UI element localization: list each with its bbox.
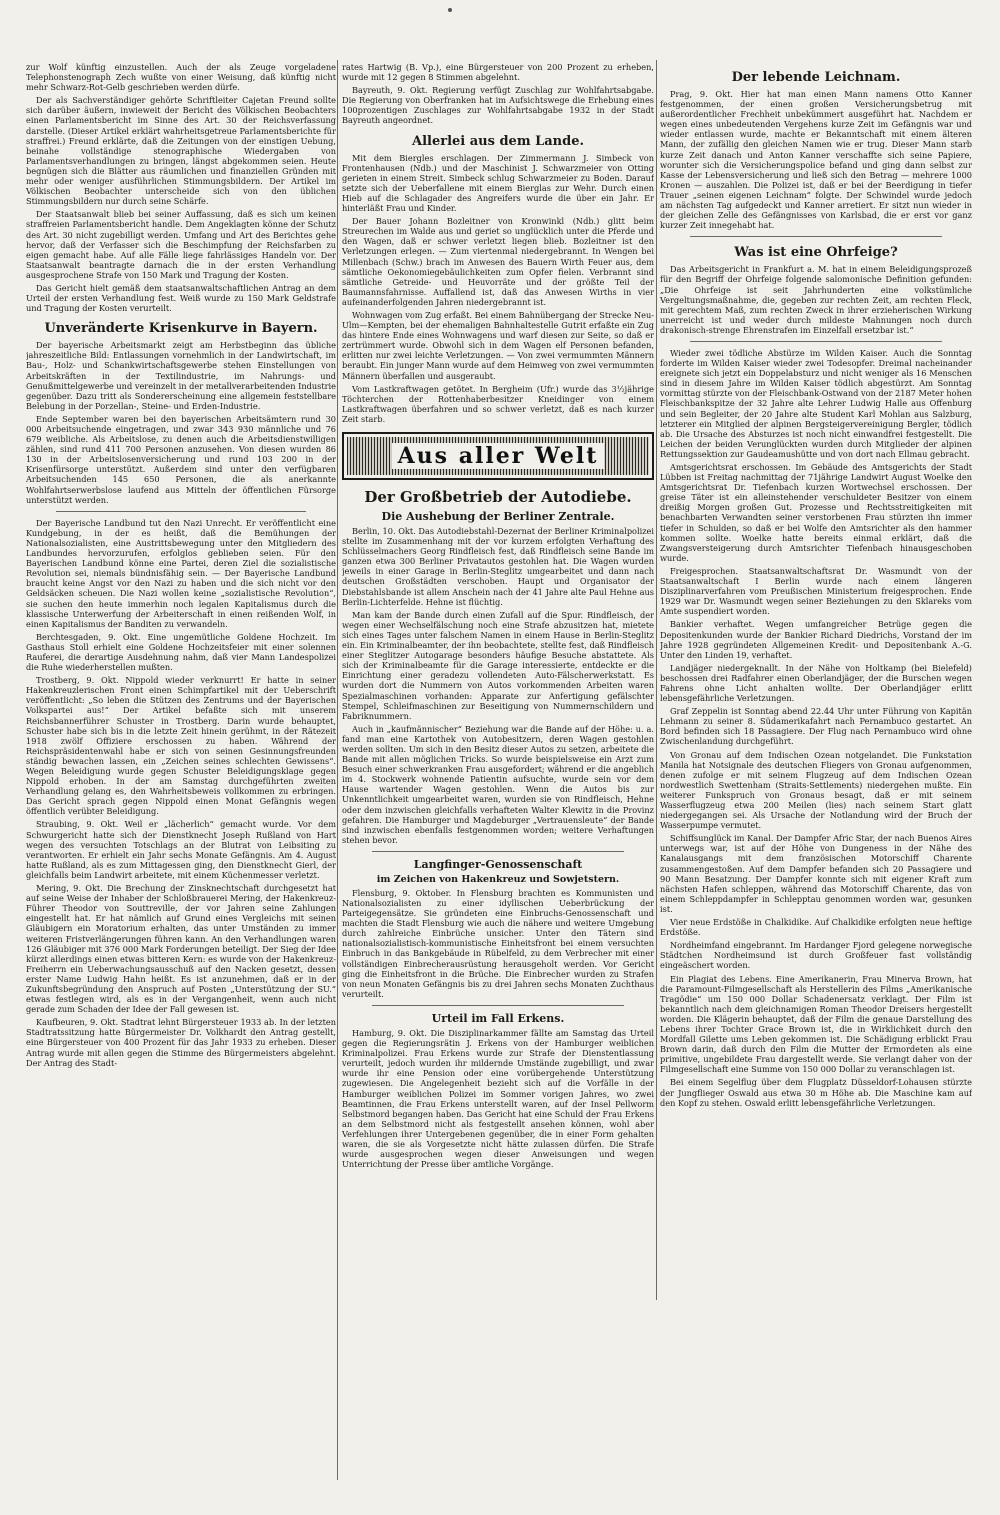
paragraph: Berlin, 10. Okt. Das Autodiebstahl-Dezernat der Berliner Kriminalpolizei stellte im Zusammenhang mit der vor kurzem erfolgten Verhaftung des Schlüsselmachers Georg Rindfleisch fest, daß Rindfleisch seine Bande im ganzen etwa 300 Berliner Privatautos gestohlen hat. Die Wagen wurden jeweils in einer Garage in Berlin-Steglitz umgearbeitet und dann nach deutschen Großstädten verschoben. Haupt und Organisator der Diebstahlsbande ist allem Anschein nach der 41 Jahre alte Paul Hehne aus Berlin-Lichterfelde. Hehne ist flüchtig. [342,526,654,607]
paragraph: Berchtesgaden, 9. Okt. Eine ungemütliche Goldene Hochzeit. Im Gasthaus Stoll erhielt eine Goldene Hochzeitsfeier mit einer solennen Rauferei, die derartige Ausdehnung nahm, daß vier Mann Landespolizei die Ruhe wiederherstellen mußten. [26,631,336,673]
paragraph: Prag, 9. Okt. Hier hat man einen Mann namens Otto Kanner festgenommen, der einen großen Versicherungsbetrug mit außerordentlicher Frechheit unbekümmert ausgeführt hat. Nachdem er wegen eines unbedeutenden Vergehens kurze Zeit im Gefängnis war und wieder entlassen wurde, machte er Bekanntschaft mit einem älteren Mann, der zufällig den gleichen Namen wie er trug. Dieser Mann starb kurze Zeit danach und Anton Kanner verschaffte sich seine Papiere, worunter sich die Versicherungspolice befand und ging dann selbst zur Kasse der Lebensversicherung und ließ sich den Betrag — mehrere 1000 Kronen — auszahlen. Die Polizei ist, daß er bei der Beerdigung in tiefer Trauer „seinen eigenen Leichnam“ folgte. Der Schwindel wurde jedoch am nächsten Tag aufgedeckt und Kanner arretiert. Er sitzt nun wieder in der gleichen Zelle des Gefängnisses von Karlsbad, die er erst vor ganz kurzer Zeit innegehabt hat. [660,89,972,231]
paragraph: Landjäger niedergeknallt. In der Nähe von Holtkamp (bei Bielefeld) beschossen drei Radfahrer einen Oberlandjäger, der die Burschen wegen Fahrens ohne Licht anhalten wollte. Der Oberlandjäger erlitt lebensgefährliche Verletzungen. [660,662,972,704]
paragraph: Straubing, 9. Okt. Weil er „lächerlich“ gemacht wurde. Vor dem Schwurgericht hatte sich der Dienstknecht Joseph Rußland von Hart wegen des versuchten Totschlags an der Blutrat von Leibsiting zu verantworten. Er erhielt ein Jahr sechs Monate Gefängnis. Am 4. August hatte Rußland, als es zum Mittagessen ging, den Dienstknecht Gierl, der gleichfalls beim Landwirt arbeitete, mit einem Küchenmesser verletzt. [26,819,336,880]
column-middle [342,62,654,1262]
paragraph: Ein Plagiat des Lebens. Eine Amerikanerin, Frau Minerva Brown, hat die Paramount-Filmgesellschaft als Herstellerin des Films „Amerikanische Tragödie“ um 150 000 Dollar Schadenersatz verklagt. Der Film ist bekanntlich nach dem gleichnamigen Roman Theodor Dreisers hergestellt worden. Die Klägerin behauptet, daß der Film die genaue Darstellung des Lebens ihrer Tochter Grace Brown ist, die in Wirklichkeit durch den Mordfall Gilette ums Leben gekommen ist. Die Schädigung erblickt Frau Brown darin, daß durch den Film die Mutter der Ermordeten als eine primitive, ungebildete Frau dargestellt werde. Sie verlangt daher von der Filmgesellschaft eine Summe von 150 000 Dollar zu veranschlagen ist. [660,973,972,1075]
headline: Allerlei aus dem Lande. [411,133,585,149]
column-rule [337,60,338,1480]
paragraph: Bayreuth, 9. Okt. Regierung verfügt Zuschlag zur Wohlfahrtsabgabe. Die Regierung von Oberfranken hat im Aufsichtswege die Erhebung eines 100prozentigen Zuschlages zur Wohlfahrtsabgabe 1932 in der Stadt Bayreuth angeordnet. [342,85,654,126]
paragraph: Ende September waren bei den bayerischen Arbeitsämtern rund 30 000 Arbeitsuchende eingetragen, und zwar 343 930 männliche und 76 679 weibliche. Als Arbeitslose, zu denen auch die Arbeitsdienstwilligen zählen, sind rund 411 700 Personen anzusehen. Von diesen wurden 86 130 in der Arbeitslosenversicherung und rund 103 200 in der Krisenfürsorge unterstützt. Außerdem sind unter den verfügbaren Arbeitsuchenden 145 650 Personen, die als anerkannte Wohlfahrtserwerbslose laufend aus Mitteln der öffentlichen Fürsorge unterstützt werden. [26,413,336,505]
divider [372,1005,624,1006]
paragraph: Bei einem Segelflug über dem Flugplatz Düsseldorf-Lohausen stürzte der Jungflieger Oswald aus etwa 30 m Höhe ab. Die Maschine kam auf den Kopf zu stehen. Oswald erlitt lebensgefährliche Verletzungen. [660,1077,972,1108]
column-rule [656,60,657,1300]
paragraph: Auch in „kaufmännischer“ Beziehung war die Bande auf der Höhe: u. a. fand man eine Kartothek von Autobesitzern, deren Wagen gestohlen werden sollten. Um sich in den Besitz dieser Autos zu setzen, arbeitete die Bande mit allen möglichen Tricks. So wurde beispielsweise ein Arzt zum Besuch einer schwerkranken Frau ausgefordert; während er die angeblich im 4. Stockwerk wohnende Patientin aufsuchte, wurde sein vor dem Hause wartender Wagen gestohlen. Wenn die Autos bis zur Unkenntlichkeit umgearbeitet waren, wurden sie von Rindfleisch, Hehne oder dem inzwischen gleichfalls verhafteten Walter Klewitz in die Provinz gefahren. Die Hamburger und Magdeburger „Vertrauensleute“ der Bande sind inzwischen ebenfalls festgenommen worden; weitere Verhaftungen stehen bevor. [342,723,654,845]
paragraph: Amtsgerichtsrat erschossen. Im Gebäude des Amtsgerichts der Stadt Lübben ist Freitag nachmittag der 71jährige Landwirt August Woelke den Amtsgerichtsrat Dr. Tiefenbach kurzen Wortwechsel erschossen. Der greise Täter ist ein alleinstehender verschuldeter Besitzer von einem dreißig Morgen großen Gut. Prozesse und Rechtsstreitigkeiten mit benachbarten Verwandten seiner verstorbenen Frau stürzten ihn immer tiefer in Schulden, so daß er bei Wolfe den Amtsrichter als den hammer kommen sollte. Woelke hatte bereits einmal erklärt, daß die Zwangsversteigerung durch Amtsrichter Tiefenbach hinausgeschoben wurde. [660,462,972,563]
paragraph: zur Wolf künftig einzustellen. Auch der als Zeuge vorgeladene Telephonstenograph Zech wußte von einer Weisung, daß künftig nicht mehr Schwarz-Rot-Gelb geschrieben werden dürfe. [26,62,336,93]
section-banner [342,432,654,480]
subheadline: im Zeichen von Hakenkreuz und Sowjetstern. [376,873,620,885]
section-banner-title: Aus aller Welt [392,443,605,469]
paragraph: Hamburg, 9. Okt. Die Disziplinarkammer fällte am Samstag das Urteil gegen die Regierungsrätin J. Erkens von der Hamburger weiblichen Kriminalpolizei. Frau Erkens wurde zur Strafe der Dienstentlassung verurteilt, jedoch wurden ihr mildernde Umstände zugebilligt, und zwar wurde ihr eine Pension oder eine vorübergehende Unterstützung zugewiesen. Die Angelegenheit bezieht sich auf die Vorfälle in der Hamburger weiblichen Polizei im Sommer vorigen Jahres, wo zwei Beamtinnen, die Frau Erkens unterstellt waren, auf der Insel Pellworm Selbstmord begangen haben. Das Gericht hat eine Schuld der Frau Erkens an dem Selbstmord nicht als festgestellt ansehen können, wohl aber Verfehlungen ihrer Untergebenen gegenüber, die in einer Form gehalten waren, die sie als Vorgesetzte nicht hätte zulassen dürfen. Die Strafe wurde ausgesprochen wegen dieser Anweisungen und wegen Unterrichtung der Presse über amtliche Vorgänge. [342,1027,654,1170]
headline: Urteil im Fall Erkens. [431,1011,565,1025]
divider [690,236,942,237]
paragraph: Der als Sachverständiger gehörte Schriftleiter Cajetan Freund sollte sich darüber äußern, inwieweit der Bericht des Völkischen Beobachters einen Parlamentsbericht im Sinne des Art. 30 der Reichsverfassung darstelle. (Dieser Artikel erklärt wahrheitsgetreue Parlamentsberichte für straffrei.) Freund erklärte, daß die Zeitungen von der einstigen Uebung, beinahe vollständige stenographische Wiedergaben von Parlamentsverhandlungen zu bringen, längst abgekommen seien. Heute begnügen sich die Blätter aus räumlichen und finanziellen Gründen mit mehr oder weniger ausführlichen Stimmungsbildern. Der Artikel im Völkischen Beobachter unterscheide sich von den üblichen Stimmungsbildern nur durch seine Schärfe. [26,95,336,207]
paragraph: Mit dem Biergles erschlagen. Der Zimmermann J. Simbeck von Frontenhausen (Ndb.) und der Maschinist J. Schwarzmeier von Otting gerieten in einem Streit. Simbeck schlug Schwarzmeier zu Boden. Darauf setzte sich der Ueberfallene mit einem Bierglas zur Wehr. Durch einen Hieb auf die Schlagader des Angreifers wurde die über ein Jahr. Er hinterläßt Frau und Kinder. [342,152,654,214]
paragraph: Wieder zwei tödliche Abstürze im Wilden Kaiser. Auch die Sonntag forderte im Wilden Kaiser wieder zwei Todesopfer. Dreimal nacheinander ereignete sich jetzt ein Doppelabsturz und nicht weniger als 16 Menschen sind in diesem Jahre im Wilden Kaiser tödlich abgestürzt. Am Sonntag vormittag stürzte von der Fleischbank-Ostwand von der 2187 Meter hohen Fleischbankspitze der 32 Jahre alte Lehrer Ludwig Halle aus Offenburg und sein Begleiter, der 20 Jahre alte Student Karl Mohlan aus Salzburg, letzterer ein Mitglied der alpinen Bergsteigervereinigung Bergler, tödlich ab. Die Ursache des Absturzes ist noch nicht einwandfrei festgestellt. Die Leichen der beiden Verunglückten wurden durch Mitglieder der alpinen Rettungssektion zur Gaudeamushütte und von dort nach Ellmau gebracht. [660,347,972,459]
paragraph: Schiffsunglück im Kanal. Der Dampfer Afric Star, der nach Buenos Aires unterwegs war, ist auf der Höhe von Dungeness in der Nähe des Kanalausgangs mit dem französischen Motorschiff Charente zusammengestoßen. Auf dem Dampfer befanden sich 20 Passagiere und 90 Mann Besatzung. Der Dampfer konnte sich mit eigener Kraft zum nächsten Hafen schleppen, während das Motorschiff Charente, das von einem Schleppdampfer in Schlepptau genommen worden war, gesunken ist. [660,833,972,914]
paragraph: Kaufbeuren, 9. Okt. Stadtrat lehnt Bürgersteuer 1933 ab. In der letzten Stadtratssitzung hatte Bürgermeister Dr. Volkhardt den Antrag gestellt, eine Bürgersteuer von 400 Prozent für das Jahr 1933 zu erheben. Dieser Antrag wurde mit allen gegen die Stimme des Bürgermeisters abgelehnt. Der Antrag des Stadt- [26,1017,336,1068]
paragraph: Das Arbeitsgericht in Frankfurt a. M. hat in einem Beleidigungsprozeß für den Begriff der Ohrfeige folgende salomonische Definition gefunden: „Die Ohrfeige ist seit Jahrhunderten eine volkstümliche Vergeltungsmaßnahme, die, gegeben zur rechten Zeit, am rechten Fleck, mit gerechtem Maß, zum rechten Zweck in ihrer erzieherischen Wirkung unerreicht ist und weder durch mildeste Mahnungen noch durch drakonisch-strenge Ehrenstrafen im Einzelfall ersetzbar ist.“ [660,264,972,335]
paragraph: Von Gronau auf dem Indischen Ozean notgelandet. Die Funkstation Manila hat Notsignale des deutschen Fliegers von Gronau aufgenommen, denen zufolge er mit seinem Flugzeug auf dem Indischen Ozean nordwestlich Swettenham (Straits-Settlements) niedergehen mußte. Ein weiterer Funkspruch von Gronaus besagt, daß er mit seinem Wasserflugzeug etwa 200 Meilen (lies) nach seinem Start glatt niedergegangen sei. Als Ursache der Notlandung wird der Bruch der Wasserpumpe vermutet. [660,749,972,831]
paragraph: Flensburg, 9. Oktober. In Flensburg brachten es Kommunisten und Nationalsozialisten zu einer idyllischen Ueberbrückung der Parteigegensätze. Sie gründeten eine Einbruchs-Genossenschaft und machten die Stadt Flensburg wie auch die nähere und weitere Umgebung durch zahlreiche Einbrüche unsicher. Unter den Tätern sind nationalsozialistisch-kommunistische Einheitsfront bei einem versuchten Einbruch in das Bankgebäude in Rübelfeld, zu dem Verbrecher mit einer vollständigen Einbrecherausrüstung herausgeholt werden. Vor Gericht ging die Einheitsfront in die Brüche. Die Einbrecher wurden zu Strafen von neun Monaten Gefängnis bis zu drei Jahren sechs Monaten Zuchthaus verurteilt. [342,887,654,999]
paragraph: Graf Zeppelin ist Sonntag abend 22.44 Uhr unter Führung von Kapitän Lehmann zu seiner 8. Südamerikafahrt nach Pernambuco gestartet. An Bord befinden sich 18 Passagiere. Der Flug nach Pernambuco wird ohne Zwischenlandung durchgeführt. [660,706,972,747]
subheadline: Die Aushebung der Berliner Zentrale. [381,510,615,523]
paragraph: rates Hartwig (B. Vp.), eine Bürgersteuer von 200 Prozent zu erheben, wurde mit 12 gegen 8 Stimmen abgelehnt. [342,62,654,83]
divider [56,511,306,512]
paragraph: Vom Lastkraftwagen getötet. In Bergheim (Ufr.) wurde das 3½jährige Töchterchen der Rottenhaberbesitzer Kneidinger von einem Lastkraftwagen überfahren und so schwer verletzt, daß es nach kurzer Zeit starb. [342,383,654,424]
paragraph: Der bayerische Arbeitsmarkt zeigt am Herbstbeginn das übliche jahreszeitliche Bild: Entlassungen vornehmlich in der Landwirtschaft, im Bau-, Holz- und Schankwirtschaftsgewerbe stehen Einstellungen von Arbeitskräften in der Textilindustrie, im Nahrungs- und Genußmittelgewerbe und vereinzelt in der metallverarbeitenden Industrie gegenüber. Dazu tritt als Sondererscheinung eine allgemein feststellbare Belebung in der Porzellan-, Steine- und Erden-Industrie. [26,340,336,411]
headline: Langfinger-Genossenschaft [413,857,583,871]
paragraph: Bankier verhaftet. Wegen umfangreicher Betrüge gegen die Depositenkunden wurde der Bankier Richard Diedrichs, Vorstand der im Jahre 1928 gegründeten Allgemeinen Kredit- und Depositenbank A.-G. Unter den Linden 19, verhaftet. [660,619,972,660]
headline: Was ist eine Ohrfeige? [734,245,898,261]
paragraph: Freigesprochen. Staatsanwaltschaftsrat Dr. Wasmundt von der Staatsanwaltschaft I Berlin wurde nach einem längeren Disziplinarverfahren vom Preußischen Ministerium freigesprochen. Ende 1929 war Dr. Wasmundt wegen seiner Beziehungen zu den Sklareks vom Amte suspendiert worden. [660,565,972,617]
paragraph: Vier neue Erdstöße in Chalkidike. Auf Chalkidike erfolgten neue heftige Erdstöße. [660,917,972,938]
paragraph: Der Bauer Johann Bozleitner von Kronwinkl (Ndb.) glitt beim Streurechen im Walde aus und geriet so unglücklich unter die Pferde und den Wagen, daß er schwer verletzt liegen blieb. Bozleitner ist den Verletzungen erlegen. — Zum viertenmal niedergebrannt. In Wengen bei Millenbach (Schw.) brach im Anwesen des Bauern Wirth Feuer aus, dem sämtliche Oekonomiegebäulichkeiten zum Opfer fielen. Verbrannt sind sämtliche Getreide- und Heuvorräte und der größte Teil der Baumannsfahrnisse. Auffallend ist, daß das Anwesen Wirths in vier aufeinanderfolgenden Jahren niedergebrannt ist. [342,216,654,307]
headline: Der Großbetrieb der Autodiebe. [364,488,632,506]
divider [690,341,942,342]
paragraph: Man kam der Bande durch einen Zufall auf die Spur. Rindfleisch, der wegen einer Wechselfälschung noch eine Strafe abzusitzen hat, mietete sich eines Tages unter falschem Namen in einem Hause in Berlin-Steglitz ein. Ein Kriminalbeamter, der ihn beobachtete, stellte fest, daß Rindfleisch einer Steglitzer Autogarage besonders häufige Besuche abstattete. Als sich der Kriminalbeamte für die Garage interessierte, entdeckte er die Einrichtung einer geradezu vollendeten Auto-Fälscherwerkstatt. Es wurden dort die Nummern von Autos vorkommenden Arbeiten waren Spezialmaschinen vorhanden: Apparate zur Anfertigung gefälschter Stempel, Schleifmaschinen zur Beseitigung von Nummernschildern und Fabriknummern. [342,609,654,721]
column-left [26,62,336,1482]
paragraph: Nordheimfand eingebrannt. Im Hardanger Fjord gelegene norwegische Städtchen Nordheimsund ist durch Großfeuer fast vollständig eingeäschert worden. [660,940,972,971]
paragraph: Trostberg, 9. Okt. Nippold wieder verknurrt! Er hatte in seiner Hakenkreuzlerischen Front einen Schimpfartikel mit der Ueberschrift veröffentlicht: „So leben die Stützen des Zentrums und der Bayerischen Volkspartei aus!“ Der Artikel befaßte sich mit unserem Reichsbannerführer Schuster in Trostberg. Darin wurde behauptet, Schuster habe sich bis in die letzte Zeit hinein gerühmt, in der Rätezeit 1918 zwölf Offiziere erschossen zu haben. Während der Reichspräsidentenwahl habe er sich von seinen Gesinnungsfreunden ständig bewachen lassen, ein „Zeichen seines schlechten Gewissens“. Wegen Beleidigung wurde gegen Schuster Beleidigungsklage gegen Nippold erhoben. In der am Samstag durchgeführten zweiten Verhandlung gelang es, den Wahrheitsbeweis vollkommen zu erbringen. Das Gericht sprach gegen Nippold einen Monat Gefängnis wegen öffentlich verübter Beleidigung. [26,675,336,817]
paragraph: Wohnwagen vom Zug erfaßt. Bei einem Bahnübergang der Strecke Neu-Ulm—Kempten, bei der ehemaligen Bahnhaltestelle Gutrit erfaßte ein Zug das hintere Ende eines Wohnwagens und warf diesen zur Seite, so daß er zertrümmert wurde. Obwohl sich in dem Wagen elf Personen befanden, erlitten nur zwei leichte Verletzungen. — Von zwei vermummten Männern beraubt. Ein junger Mann wurde auf dem Heimweg von zwei vermummten Männern überfallen und ausgeraubt. [342,309,654,381]
headline: Unveränderte Krisenkurve in Bayern. [44,321,318,337]
headline: Der lebende Leichnam. [731,70,901,85]
column-right [660,62,972,1302]
page-mark [448,8,452,12]
paragraph: Der Bayerische Landbund tut den Nazi Unrecht. Er veröffentlicht eine Kundgebung, in der es heißt, daß die Bemühungen der Nationalsozialisten, eine Austrittsbewegung unter den Mitgliedern des Landbundes hervorzurufen, erfolglos geblieben seien. Für den Bayerischen Landbund könne eine Partei, deren Ziel die sozialistische Revolution sei, niemals bündnisfähig sein. — Der Bayerische Landbund braucht keine Angst vor den Nazi zu haben und die sich nicht vor den Geldsäcken scheuen. Die Nazi wollen keine „sozialistische Revolution“, sie suchen den heute immerhin noch legalen Kapitalismus durch die klassische Unterwerfung der Arbeiterschaft in einen reißenden Wolf, in einen Kapitalismus der Banditen zu verwandeln. [26,517,336,629]
paragraph: Mering, 9. Okt. Die Brechung der Zinsknechtschaft durchgesetzt hat auf seine Weise der Inhaber der Schloßbrauerei Mering, der Hakenkreuz-Führer Theodor von Souttreville, der vor Jahren seine Zahlungen eingestellt hat. Er hat nämlich auf Grund eines Vergleichs mit seinen Gläubigern ein Moratorium erhalten, das unter Umständen zu immer weiteren Fristverlängerungen führen kann. An den Verhandlungen waren 126 Gläubiger mit 376 000 Mark Forderungen beteiligt. Der Sieg der Idee kürzt allerdings einen etwas bitteren Kern: es wurde von der Hakenkreuz-Freiherrn ein Ueberwachungsausschuß auf den Nacken gesetzt, dessen erster Name Ludwig Hahn heißt. Es ist anzunehmen, daß er in der Zukunftsbegründung den Anspruch auf Posten „Unterstützung der SU.“ etwas festlegen wird, als es in der Vergangenheit, wenn auch nicht gerade zum Schaden der Idee der Fall gewesen ist. [26,883,336,1015]
divider [372,851,624,852]
paragraph: Das Gericht hielt gemäß dem staatsanwaltschaftlichen Antrag an dem Urteil der ersten Verhandlung fest. Weiß wurde zu 150 Mark Geldstrafe und Tragung der Kosten verurteilt. [26,282,336,314]
paragraph: Der Staatsanwalt blieb bei seiner Auffassung, daß es sich um keinen straffreien Parlamentsbericht handle. Dem Angeklagten könne der Schutz des Art. 30 nicht zugebilligt werden. Umfang und Art des Berichtes gehe hervor, daß der Verfasser sich die Beschimpfung der Reichsfarben zu eigen gemacht habe. Auf alle Fälle liege fahrlässiges Handeln vor. Der Staatsanwalt beantragte darnach die in der ersten Verhandlung ausgesprochene Strafe von 150 Mark und Tragung der Kosten. [26,209,336,280]
